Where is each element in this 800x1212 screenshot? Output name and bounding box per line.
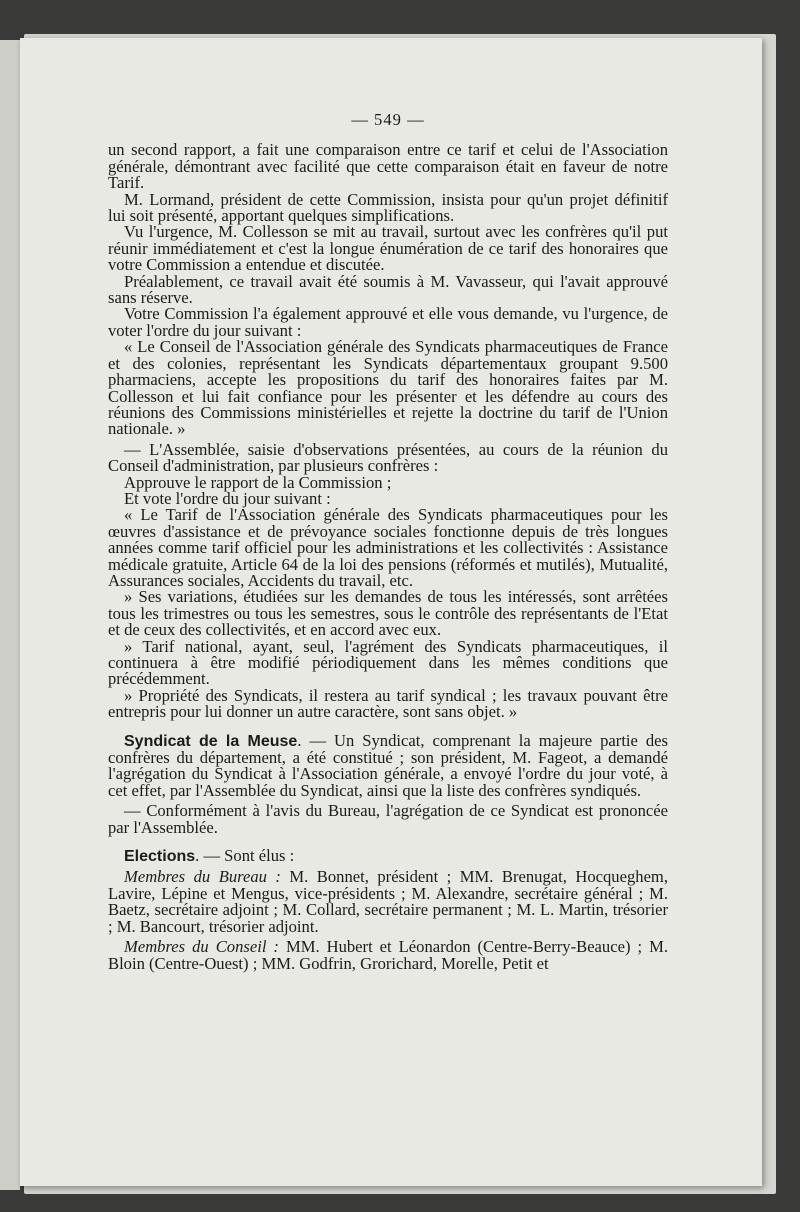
paragraph: Approuve le rapport de la Commission ; [124,472,392,492]
quoted-resolution: « Le Tarif de l'Association générale des Syndicats pharmaceutiques pour les œuvres d'assistance et de prévoyance sociales fonctionne depuis de très longues années comme tarif officiel pour les administrations et les collectivités : Assistance médicale gratuite, Article 64 de la loi des pensions (réformés et mutilés), Mutualité, Assurances sociales, Accidents du travail, etc. [108,505,668,590]
paragraph: un second rapport, a fait une comparaison entre ce tarif et celui de l'Association générale, démontrant avec facilité que cette comparaison était en faveur de notre Tarif. [108,140,668,193]
section-text: . — Un Syndicat, comprenant la majeure partie des confrères du département, a été constitué ; son président, M. Fageot, a demandé l'agrégation du Syndicat à l'Association générale, a envoyé l'ordre du jour voté, à cet effet, par l'Assemblée du Syndicat, ainsi que la liste des confrères syndiqués. [108,730,669,800]
conseil-members [108,939,668,972]
bureau-members [108,869,668,935]
quoted-resolution: » Propriété des Syndicats, il restera au tarif syndical ; les travaux pouvant être entrepris pour lui donner un autre caractère, sont sans objet. » [108,685,668,722]
conseil-text: MM. Hubert et Léonardon (Centre-Berry-Beauce) ; M. Bloin (Centre-Ouest) ; MM. Godfrin, Grorichard, Morelle, Petit et [108,937,668,973]
quoted-resolution: » Tarif national, ayant, seul, l'agrément des Syndicats pharmaceutiques, il continuera à être modifié périodiquement dans les mêmes conditions que précédemment. [108,636,668,689]
paragraph: M. Lormand, président de cette Commission, insista pour qu'un projet définitif lui soit présenté, apportant quelques simplifications. [108,189,668,226]
conseil-label: Membres du Conseil : [124,937,279,957]
paragraph: Préalablement, ce travail avait été soumis à M. Vavasseur, qui l'avait approuvé sans réserve. [108,271,668,308]
page-content [108,112,668,972]
quoted-resolution: « Le Conseil de l'Association générale des Syndicats pharmaceutiques de France et des colonies, représentant les Syndicats départementaux groupant 9.500 pharmaciens, accepte les propositions du tarif des honoraires faites par M. Collesson et lui fait confiance pour les présenter et les défendre au cours des réunions des Commissions ministérielles et rejette la doctrine du tarif de l'Union nationale. » [108,337,668,439]
paragraph: — Conformément à l'avis du Bureau, l'agrégation de ce Syndicat est prononcée par l'Assemblée. [108,801,668,837]
paragraph: Et vote l'ordre du jour suivant : [124,488,331,508]
bureau-text: M. Bonnet, président ; MM. Brenugat, Hocqueghem, Lavire, Lépine et Mengus, vice-présidents ; M. Alexandre, secrétaire général ; M. Baetz, secrétaire adjoint ; M. Collard, secrétaire permanent ; M. L. Martin, trésorier ; M. Bancourt, trésorier adjoint. [108,867,668,936]
quoted-resolution: » Ses variations, étudiées sur les demandes de tous les intéressés, sont arrêtées tous les trimestres ou tous les semestres, sous le contrôle des représentants de l'Etat et de ceux des collectivités, et en accord avec eux. [108,587,668,640]
section-text: . — Sont élus : [195,846,295,866]
section-elections [108,848,668,865]
page-number: — 549 — [351,110,425,129]
paragraph: Votre Commission l'a également approuvé et elle vous demande, vu l'urgence, de voter l'ordre du jour suivant : [108,304,668,340]
document-page [20,38,762,1186]
bureau-label: Membres du Bureau : [124,867,281,887]
paragraph: — L'Assemblée, saisie d'observations présentées, au cours de la réunion du Conseil d'administration, par plusieurs confrères : [108,439,668,476]
section-meuse [108,730,669,800]
paragraph: Vu l'urgence, M. Collesson se mit au travail, surtout avec les confrères qu'il put réunir immédiatement et c'est la longue énumération de ce tarif des honoraires que votre Commission a entendue et discutée. [108,222,668,275]
section-heading: Syndicat de la Meuse [124,732,298,750]
section-heading: Elections [124,848,196,866]
adjacent-page-edge [0,40,20,1190]
